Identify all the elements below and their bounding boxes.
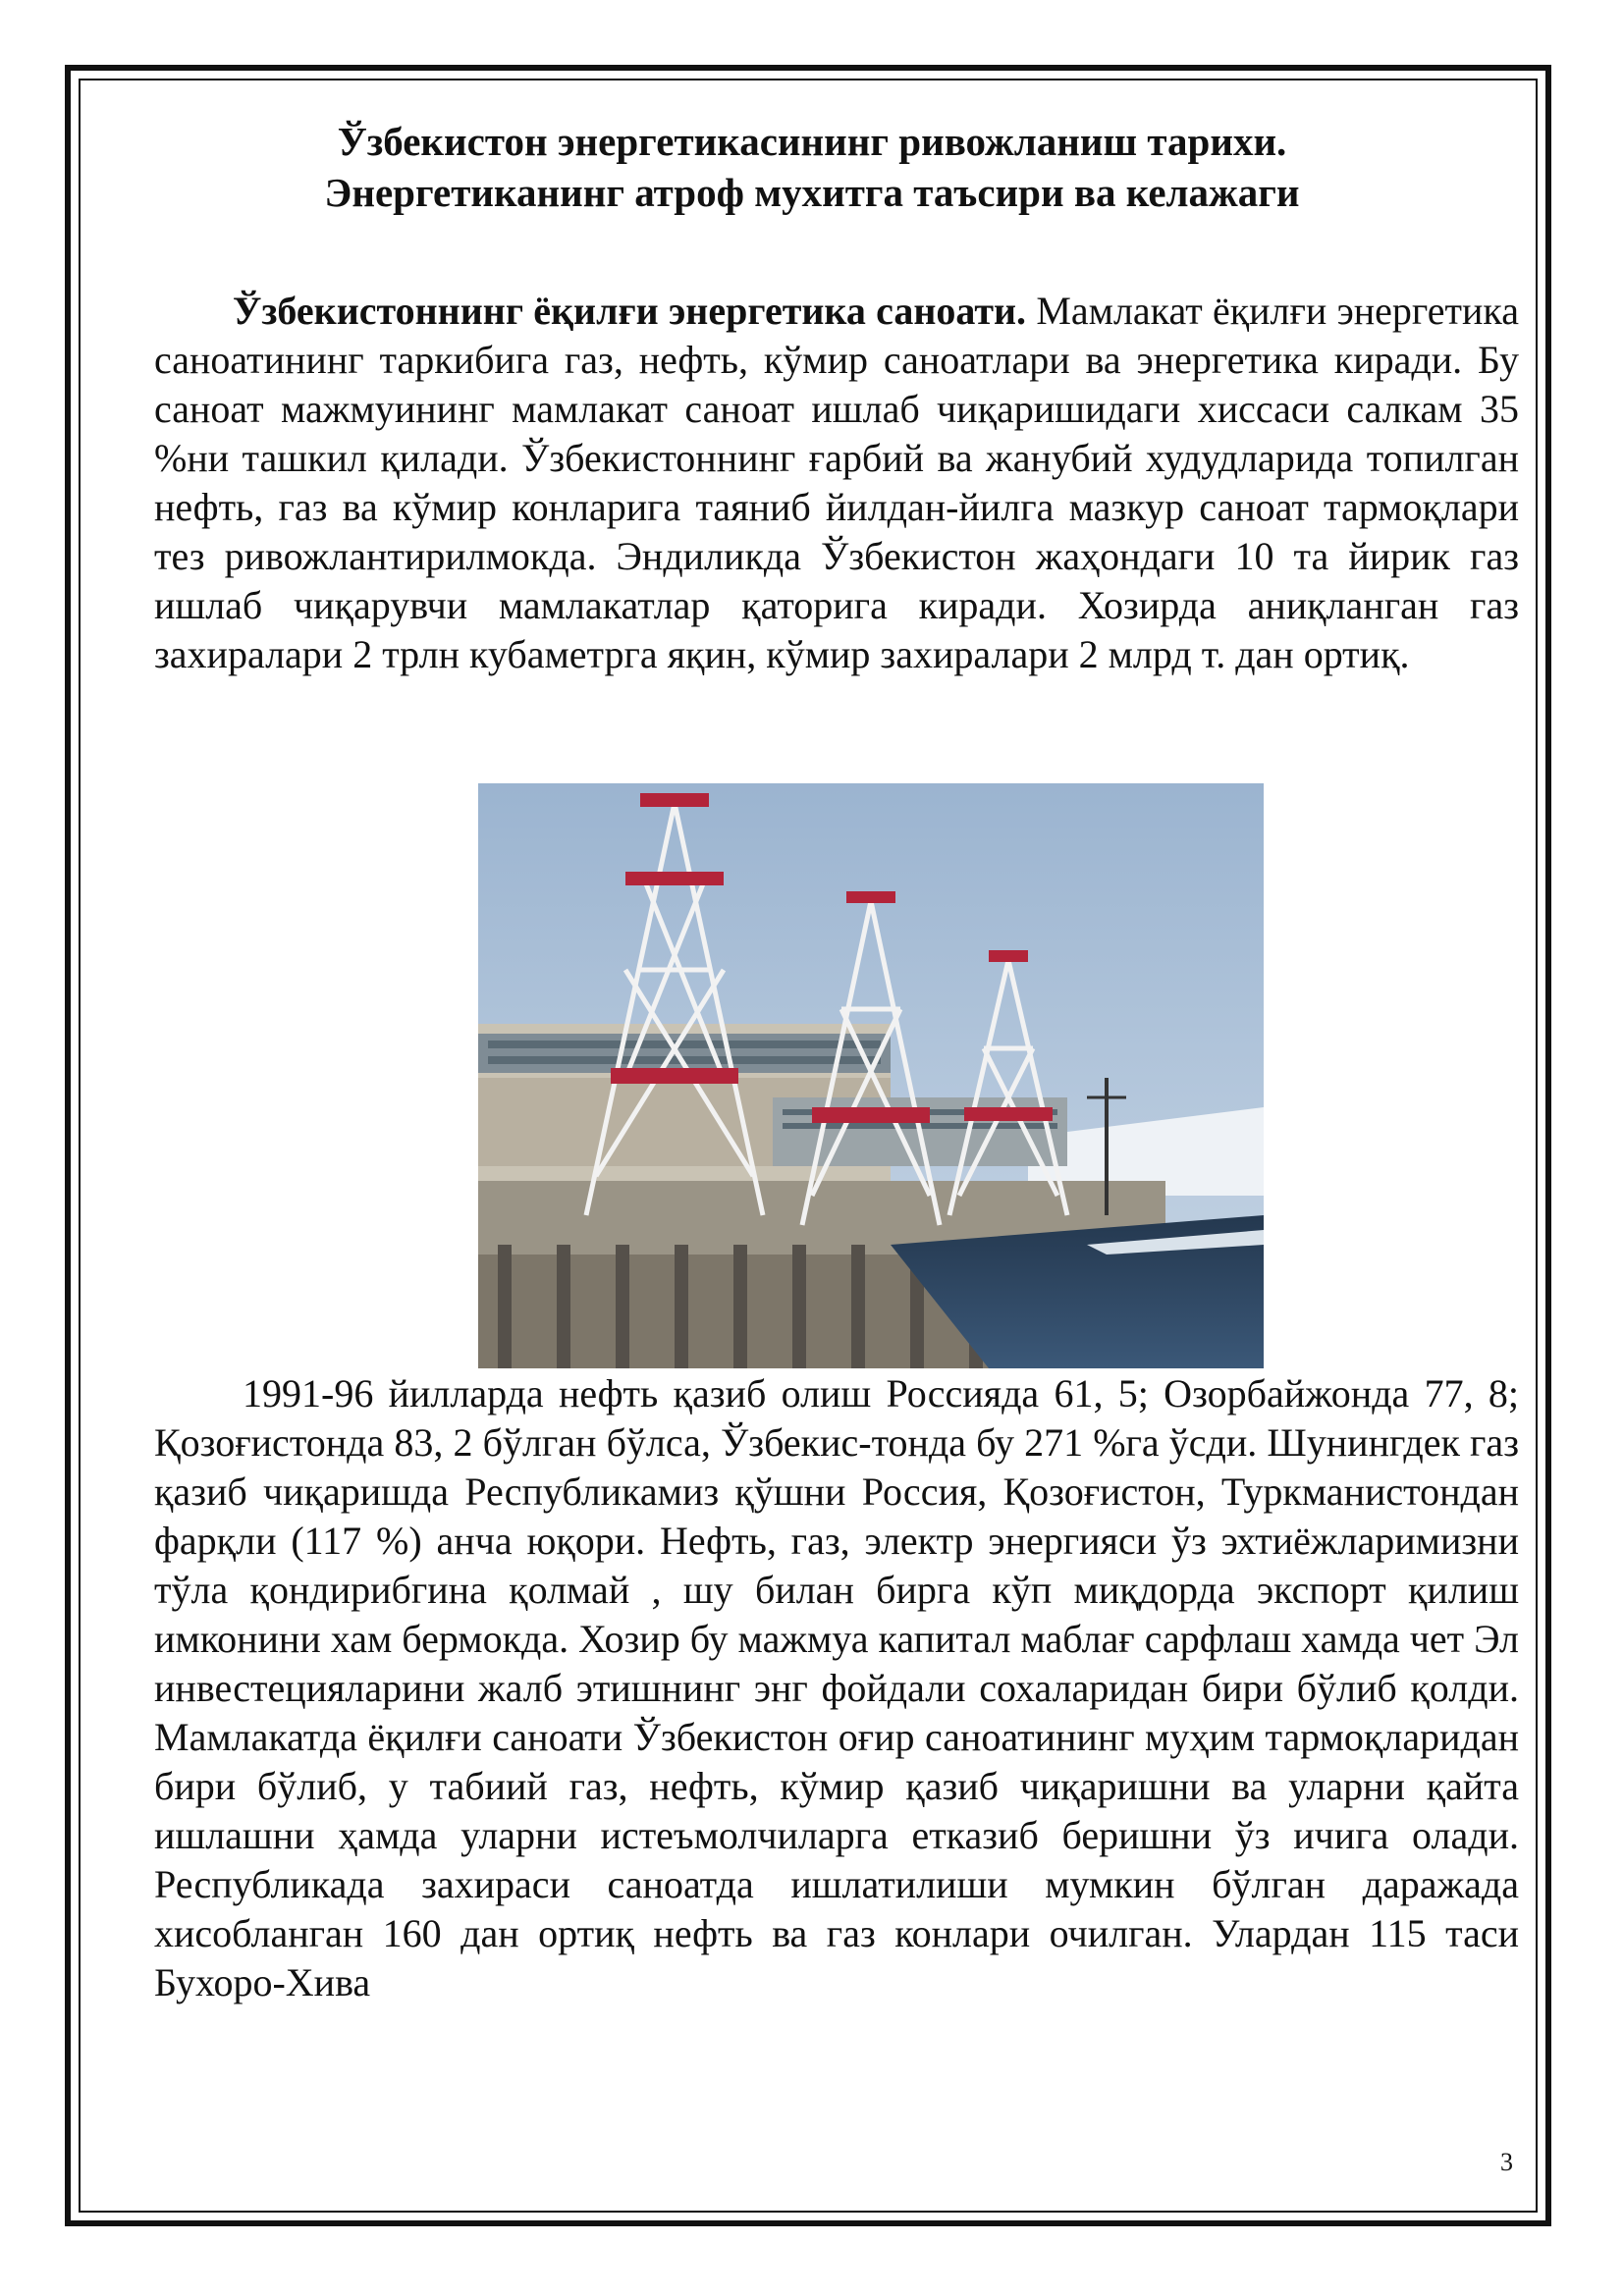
title-line-1: Ўзбекистон энергетикасининг ривожланиш тарихи. <box>337 119 1287 164</box>
page-number: 3 <box>1500 2148 1513 2176</box>
paragraph-1-lead: Ўзбекистоннинг ёқилғи энергетика саноати. <box>233 289 1027 333</box>
paragraph-2-text: 1991-96 йилларда нефть қазиб олиш Россияда 61, 5; Озорбайжонда 77, 8; Қозоғистонда 83, 2 бўлган бўлса, Ўзбекис-тонда бу 271 %га ўсди. Шунингдек газ қазиб чиқаришда Республикамиз қўшни Россия, Қозоғистон, Туркманистондан фарқли (117 %) анча юқори. Нефть, газ, электр энергияси ўз эхтиёжларимизни тўла қондирибгина қолмай , шу билан бирга кўп миқдорда экспорт қилиш имконини хам бермокда. Хозир бу мажмуа капитал маблағ сарфлаш хамда чет Эл инвестецияларини жалб этишнинг энг фойдали сохаларидан бири бўлиб қолди. Мамлакатда ёқилғи саноати Ўзбекистон оғир саноатининг муҳим тармоқларидан бири бўлиб, у табиий газ, нефть, кўмир қазиб чиқаришни ва уларни қайта ишлашни ҳамда уларни истеъмолчиларга етказиб беришни ўз ичига олади. Республикада захираси саноатда ишлатилиши мумкин бўлган даражада хисобланган 160 дан ортиқ нефть ва газ конлари очилган. Улардан 115 таси Бухоро-Хива <box>154 1371 1519 2004</box>
title-line-2: Энергетиканинг атроф мухитга таъсири ва келажаги <box>324 170 1300 215</box>
document-title <box>147 116 1477 218</box>
paragraph-1-text: Мамлакат ёқилғи энергетика саноатининг таркибига газ, нефть, кўмир саноатлари ва энергетика киради. Бу саноат мажмуининг мамлакат саноат ишлаб чиқаришидаги хиссаси салкам 35 %ни ташкил қилади. Ўзбекистоннинг ғарбий ва жанубий худудларида топилган нефть, газ ва кўмир конларига таяниб йилдан-йилга мазкур саноат тармоқлари тез ривожлантирилмокда. Эндиликда Ўзбекистон жаҳондаги 10 та йирик газ ишлаб чиқарувчи мамлакатлар қаторига киради. Хозирда аниқланган газ захиралари 2 трлн кубаметрга яқин, кўмир захиралари 2 млрд т. дан ортиқ. <box>154 289 1519 676</box>
hydro-dam-photo <box>478 783 1264 1368</box>
paragraph-2 <box>154 1369 1519 2007</box>
paragraph-1 <box>154 287 1519 679</box>
